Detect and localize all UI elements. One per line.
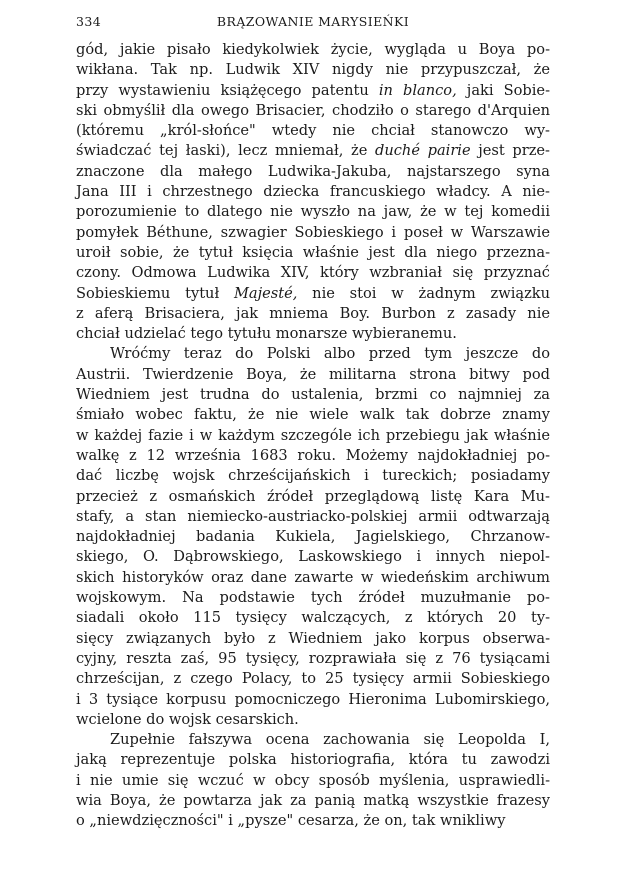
text-line: Wróćmy teraz do Polski albo przed tym jeszcze do	[110, 345, 550, 363]
text-line: chciał udzielać tego tytułu monarsze wybieranemu.	[76, 325, 457, 343]
text-line: o „niewdzięczności" i „pysze" cesarza, że on, tak wnikliwy	[76, 812, 506, 830]
paragraph	[76, 344, 550, 730]
text-line: skiego, O. Dąbrowskiego, Laskowskiego i innych niepol-	[76, 548, 550, 566]
text-line: cyjny, reszta zaś, 95 tysięcy, rozprawiała się z 76 tysiącami	[76, 649, 550, 667]
text-line: wojskowym. Na podstawie tych źródeł muzułmanie po-	[76, 589, 550, 607]
text-line: i 3 tysiące korpusu pomocniczego Hieronima Lubomirskiego,	[76, 690, 550, 708]
text-line: świadczać tej łaski), lecz mniemał, że duché pairie jest prze-	[76, 142, 550, 160]
text-line: siadali około 115 tysięcy walczących, z których 20 ty-	[76, 609, 550, 627]
text-line: znaczone dla małego Ludwika-Jakuba, najstarszego syna	[76, 162, 550, 180]
page-number: 334	[76, 14, 102, 29]
text-line: przy wystawieniu książęcego patentu in blanco, jaki Sobie-	[76, 81, 550, 99]
text-line: dać liczbę wojsk chrześcijańskich i tureckich; posiadamy	[76, 467, 550, 485]
text-line: gód, jakie pisało kiedykolwiek życie, wygląda u Boya po-	[76, 41, 550, 58]
running-title: BRĄZOWANIE MARYSIEŃKI	[216, 14, 410, 29]
text-line: sięcy związanych było z Wiedniem jako korpus obserwa-	[76, 629, 550, 647]
text-line: uroił sobie, że tytuł księcia właśnie jest dla niego przezna-	[76, 243, 550, 261]
text-line: najdokładniej badania Kukiela, Jagielskiego, Chrzanow-	[76, 528, 550, 546]
text-line: jaką reprezentuje polska historiografia, która tu zawodzi	[76, 751, 550, 769]
text-line: porozumienie to dlatego nie wyszło na jaw, że w tej komedii	[76, 203, 550, 221]
text-line: walkę z 12 września 1683 roku. Możemy najdokładniej po-	[76, 446, 550, 464]
text-line: wcielone do wojsk cesarskich.	[76, 710, 299, 728]
text-line: chrześcijan, z czego Polacy, to 25 tysięcy armii Sobieskiego	[76, 670, 550, 688]
text-line: (któremu „król-słońce" wtedy nie chciał stanowczo wy-	[76, 122, 550, 140]
text-line: ski obmyślił dla owego Brisacier, chodziło o starego d'Arquien	[76, 101, 550, 119]
text-line: z aferą Brisaciera, jak mniema Boy. Burbon z zasady nie	[76, 304, 550, 322]
text-line: skich historyków oraz dane zawarte w wiedeńskim archiwum	[76, 568, 550, 586]
book-page	[76, 14, 550, 832]
body-text	[76, 40, 550, 832]
text-line: przecież z osmańskich źródeł przeglądową listę Kara Mu-	[76, 487, 550, 505]
text-line: pomyłek Béthune, szwagier Sobieskiego i poseł w Warszawie	[76, 223, 550, 241]
text-line: śmiało wobec faktu, że nie wiele walk tak dobrze znamy	[76, 406, 550, 424]
paragraph	[76, 730, 550, 831]
text-line: wikłana. Tak np. Ludwik XIV nigdy nie przypuszczał, że	[76, 61, 550, 79]
text-line: wia Boya, że powtarza jak za panią matką wszystkie frazesy	[76, 791, 550, 809]
text-line: w każdej fazie i w każdym szczególe ich przebiegu jak właśnie	[76, 426, 550, 444]
text-line: Zupełnie fałszywa ocena zachowania się Leopolda I,	[110, 731, 550, 749]
text-line: i nie umie się wczuć w obcy sposób myślenia, usprawiedli-	[76, 771, 550, 789]
text-line: czony. Odmowa Ludwika XIV, który wzbraniał się przyznać	[76, 264, 550, 282]
paragraph	[76, 40, 550, 344]
text-line: Jana III i chrzestnego dziecka francuskiego władcy. A nie-	[76, 183, 550, 201]
text-line: Sobieskiemu tytuł Majesté, nie stoi w żadnym związku	[76, 284, 550, 302]
text-line: stafy, a stan niemiecko-austriacko-polskiej armii odtwarzają	[76, 507, 550, 525]
text-line: Austrii. Twierdzenie Boya, że militarna strona bitwy pod	[76, 365, 550, 383]
text-line: Wiedniem jest trudna do ustalenia, brzmi co najmniej za	[76, 386, 550, 404]
running-head	[76, 14, 550, 40]
